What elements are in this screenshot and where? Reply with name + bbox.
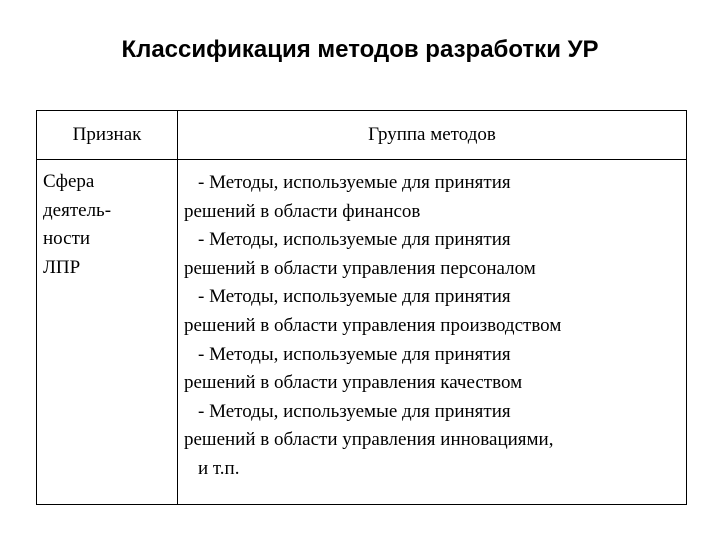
- method-item-line2: решений в области управления персоналом: [184, 257, 536, 279]
- method-item-line2: решений в области управления качеством: [184, 372, 523, 394]
- tail-text: и т.п.: [198, 457, 240, 479]
- methods-table: [36, 110, 687, 505]
- method-item-line2: решений в области финансов: [184, 200, 421, 222]
- table-row: [37, 160, 687, 505]
- method-item-line1: - Методы, используемые для принятия: [198, 172, 511, 193]
- attribute-line: ЛПР: [43, 256, 81, 278]
- method-item-line1: - Методы, используемые для принятия: [198, 229, 511, 251]
- header-attribute: Признак: [37, 111, 178, 160]
- table-header-row: [37, 111, 687, 160]
- method-item-line2: решений в области управления производством: [184, 314, 562, 336]
- method-group-cell: [178, 160, 687, 505]
- attribute-line: Сфера: [43, 171, 95, 192]
- method-item-line1: - Методы, используемые для принятия: [198, 400, 511, 422]
- method-item-line1: - Методы, используемые для принятия: [198, 343, 511, 365]
- attribute-line: ности: [43, 228, 91, 250]
- page-title: Классификация методов разработки УР: [121, 36, 599, 63]
- attribute-line: деятель-: [43, 199, 112, 221]
- attribute-cell: [37, 160, 178, 505]
- method-item-line1: - Методы, используемые для принятия: [198, 286, 511, 308]
- header-method-group: Группа методов: [178, 111, 687, 160]
- method-item-line2: решений в области управления инновациями,: [184, 429, 554, 451]
